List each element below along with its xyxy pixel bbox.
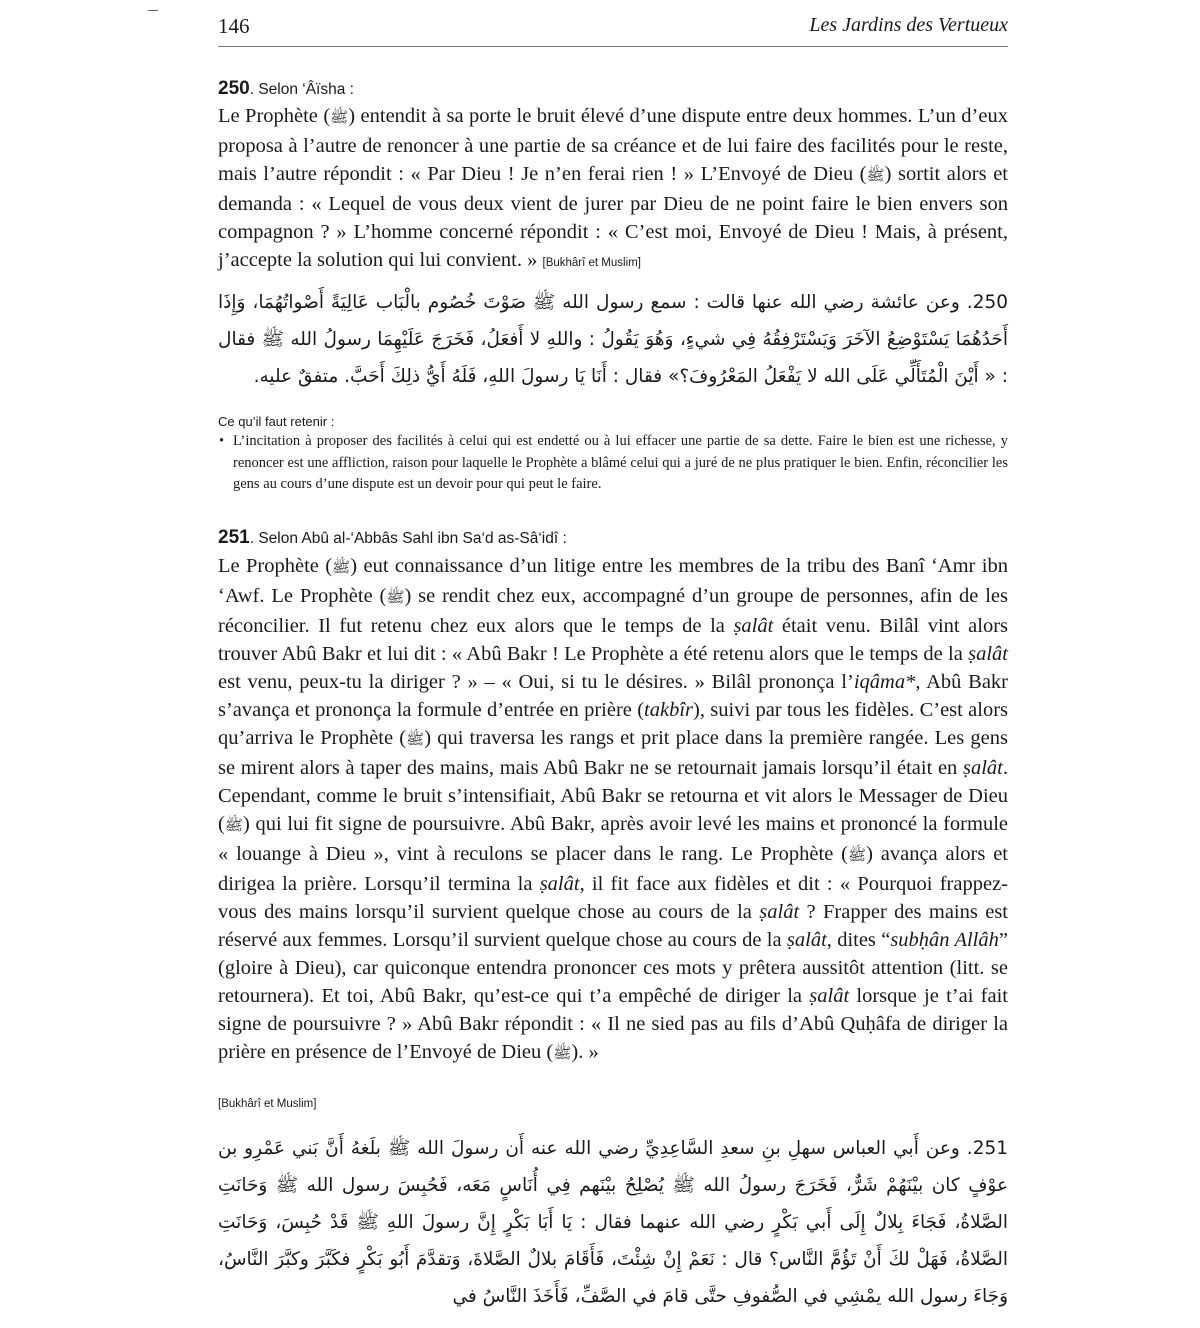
salawat-icon: ﷺ	[332, 560, 351, 576]
hadith-251-arabic-text: 251. وعن أَبي العباس سهلِ بنِ سعدِ السَّاعِدِيِّ رضي الله عنه أَن رسولَ الله ﷺ بلَغهُ أَنَّ بَني عَمْرِو بن عوْفٍ كان بيْنَهُمْ شَرٌّ، فَخَرَجَ رسولُ الله ﷺ يُصْلِحُ بيْنَهم فِي أُنَاسٍ مَعَه، فَحُبِسَ رسول الله ﷺ وَحَانَتِ الصَّلاةُ، فَجَاءَ بِلالٌ إِلَى أَبي بَكْرٍ رضي الله عنهما فقال : يَا أَبَا بَكْرٍ إِنَّ رسولَ اللهِ ﷺ قَدْ حُبِسَ، وَحَانَتِ الصَّلاةُ، فَهَلْ لكَ أَنْ تَؤُمَّ النَّاس؟ قال : نَعَمْ إِنْ شِئْتَ، فَأَقَامَ بلالٌ الصَّلاةَ، وَتقدَّمَ أَبُو بَكْرٍ فكَبَّرَ وكبَّرَ النَّاسُ، وَجَاءَ رسول الله يمْشِي في الصُّفوفِ حتَّى قامَ في الصَّفِّ، فَأَخَذَ النَّاسُ في	[218, 1138, 1008, 1307]
bullet-icon: •	[219, 433, 225, 449]
retain-list	[218, 431, 1008, 496]
salawat-icon: ﷺ	[406, 732, 425, 748]
page-number: 146	[218, 14, 250, 38]
text-segment: ) entendit à sa porte le bruit élevé d’une dispute entre deux hommes. L’un d’eux proposa à l’autre de renoncer à une partie de sa créance et de lui faire des facilités pour le reste, mais l’autre répondit : « Par Dieu ! Je n’en ferai rien ! » L’Envoyé de Dieu (	[218, 105, 1008, 185]
italic-term: ṣalât	[759, 901, 800, 923]
text-segment: ) eut connaissance d’un litige entre les membres de la tribu des Banî ‘Amr ibn ‘Awf. Le Prophète (	[218, 555, 1008, 607]
retain-point-text: L’incitation à proposer des facilités à celui qui est endetté ou à lui effacer une partie de sa dette. Faire le bien est une richesse, y renoncer est une affliction, raison pour laquelle le Prophète a blâmé celui qui a juré de ne plus pratiquer le bien. Enfin, réconcilier les gens au cours d’une dispute est un devoir pour qui peut le faire.	[233, 433, 1008, 492]
book-page	[218, 0, 1008, 1307]
retain-point	[218, 431, 1008, 496]
italic-term: subḥân Allâh	[890, 929, 999, 951]
salawat-icon: ﷺ	[866, 168, 885, 184]
italic-term: iqâma*	[853, 671, 916, 693]
hadith-source: [Bukhârî et Muslim]	[542, 257, 641, 269]
hadith-source: [Bukhârî et Muslim]	[218, 1098, 317, 1110]
hadith-number: 250	[218, 78, 250, 99]
page-header	[218, 0, 1008, 47]
text-segment: est venu, peux-tu la diriger ? » – « Oui, si tu le désires. » Bilâl prononça l’	[218, 671, 854, 693]
hadith-251-heading	[218, 527, 1008, 549]
text-segment: , il fit face aux fidèles et dit : « Pourquoi frappez-vous des mains lorsqu’il survient quelque chose au cours de la	[218, 873, 1008, 923]
text-segment: Le Prophète (	[218, 555, 333, 577]
scan-mark	[148, 10, 158, 11]
hadith-250-french-text	[218, 102, 1008, 277]
salawat-icon: ﷺ	[330, 110, 349, 126]
hadith-narrator: . Selon Abû al-‘Abbâs Sahl ibn Sa‘d as-Sâ‘idî :	[249, 530, 567, 547]
text-segment: , Abû Bakr s’avança et prononça la formule d’entrée en prière (	[218, 671, 1008, 721]
text-segment: ), suivi par tous les fidèles. C’est alors qu’arriva le Prophète (	[218, 699, 1008, 749]
text-segment: ) avança alors et dirigea la prière. Lorsqu’il termina la	[218, 843, 1008, 895]
text-segment: lorsque je t’ai fait signe de poursuivre ? » Abû Bakr répondit : « Il ne sied pas au fils d’Abû Quḥâfa de diriger la prière en présence de l’Envoyé de Dieu (	[218, 985, 1008, 1063]
italic-term: ṣalât	[968, 643, 1008, 665]
salawat-icon: ﷺ	[386, 590, 405, 606]
retain-section	[218, 414, 1008, 496]
hadith-number: 251	[218, 527, 250, 548]
running-title: Les Jardins des Vertueux	[809, 14, 1008, 36]
text-segment: ). »	[571, 1041, 599, 1063]
salawat-icon: ﷺ	[224, 818, 243, 834]
text-segment: Le Prophète (	[218, 105, 331, 127]
italic-term: ṣalât	[809, 985, 850, 1007]
hadith-251-french-text	[218, 552, 1008, 1068]
text-segment: , dites “	[826, 929, 891, 951]
text-segment: était venu. Bilâl vint alors trouver Abû Bakr et lui dit : « Abû Bakr ! Le Prophète a été retenu alors que le temps de la	[218, 615, 1008, 665]
italic-term: ṣalât	[786, 929, 827, 951]
italic-term: ṣalât	[539, 873, 580, 895]
salawat-icon: ﷺ	[553, 1046, 572, 1062]
retain-heading: Ce qu’il faut retenir :	[218, 414, 335, 429]
text-segment: ” (gloire à Dieu), car quiconque entendra prononcer ces mots y prêtera aussitôt attention (litt. se retournera). Et toi, Abû Bakr, qu’est-ce qui t’a empêché de diriger la	[218, 929, 1008, 1007]
text-segment: ) qui lui fit signe de poursuivre. Abû Bakr, après avoir levé les mains et prononcé la formule « louange à Dieu », vint à reculons se placer dans le rang. Le Prophète (	[218, 813, 1008, 865]
text-segment: ? Frapper des mains est réservé aux femmes. Lorsqu’il survient quelque chose au cours de la	[218, 901, 1008, 951]
hadith-250-arabic-text: 250. وعن عائشة رضي الله عنها قالت : سمع رسول الله ﷺ صَوْتَ خُصُوم بالْبَاب عَالِيَةً أَصْواتُهُمَا، وَإِذَا أَحَدُهُمَا يَسْتَوْضِعُ الآخَرَ وَيَسْتَرْفِقُهُ فِي شيءٍ، وَهُوَ يَقُولُ : واللهِ لا أَفعَلُ، فَخَرَجَ عَلَيْهِمَا رسولُ الله ﷺ فقال : « أَيْنَ الْمُتَأَلِّي عَلَى الله لا يَفْعَلُ المَعْرُوفَ؟» فقال : أَنَا يَا رسولَ اللهِ، فَلَهُ أَيُّ ذلِكَ أَحَبَّ. متفقٌ عليه.	[218, 292, 1008, 387]
italic-term: ṣalât	[733, 615, 774, 637]
text-segment: ) sortit alors et demanda : « Lequel de vous deux vient de jurer par Dieu de ne point faire le bien envers son compagnon ? » L’homme concerné répondit : « C’est moi, Envoyé de Dieu ! Mais, à présent, j’accepte la solution qui lui convient. »	[218, 163, 1008, 271]
hadith-narrator: . Selon ‘Âïsha :	[249, 81, 354, 98]
italic-term: takbîr	[644, 699, 694, 721]
italic-term: ṣalât	[963, 757, 1003, 779]
salawat-icon: ﷺ	[847, 848, 867, 864]
hadith-250-heading	[218, 78, 1008, 100]
text-segment: ) qui traversa les rangs et prit place dans la première rangée. Les gens se mirent alors à taper des mains, mais Abû Bakr ne se retournait jamais lorsqu’il était en	[218, 727, 1008, 779]
text-segment: . Cependant, comme le bruit s’intensifiait, Abû Bakr se retourna et vit alors le Messager de Dieu (	[218, 757, 1008, 835]
text-segment: ) se rendit chez eux, accompagné d’un groupe de personnes, afin de les réconcilier. Il fut retenu chez eux alors que le temps de la	[218, 585, 1008, 637]
